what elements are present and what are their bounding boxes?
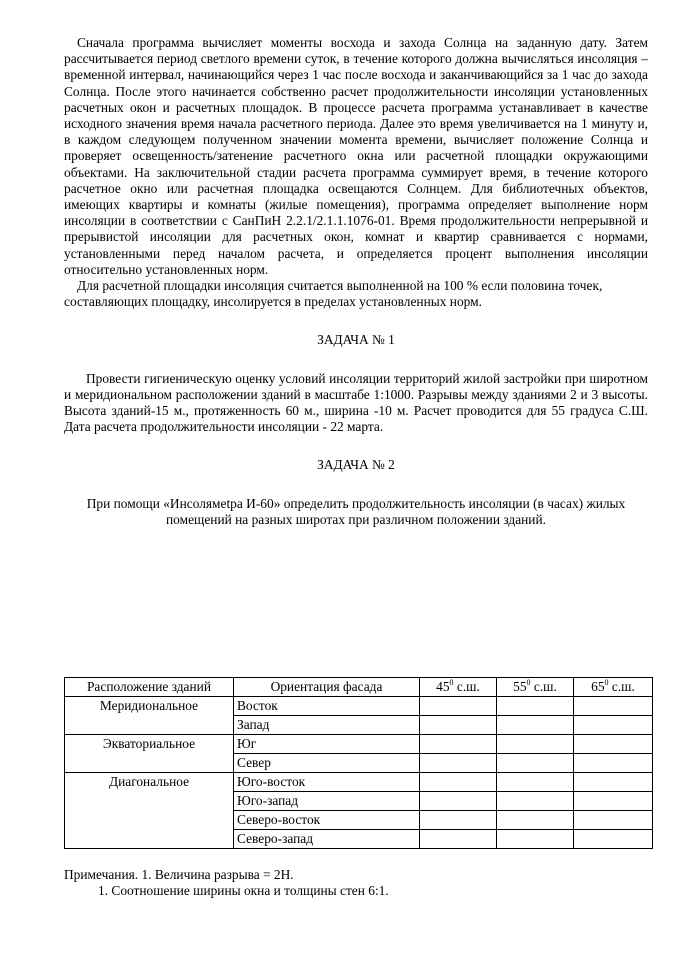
empty-value-cell: [574, 811, 653, 830]
table-header-row: [65, 678, 653, 697]
empty-value-cell: [420, 754, 497, 773]
location-cell: Меридиональное: [65, 697, 234, 735]
facade-cell: Запад: [234, 716, 420, 735]
empty-value-cell: [574, 792, 653, 811]
note-line-1: Примечания. 1. Величина разрыва = 2Н.: [64, 867, 294, 882]
empty-value-cell: [497, 792, 574, 811]
empty-value-cell: [497, 811, 574, 830]
task1-text: Провести гигиеническую оценку условий инсоляции территорий жилой застройки при широтном и меридиональном расположении зданий в масштабе 1:1000. Разрывы между зданиями 2 и 3 высоты. Высота зданий-15 м., протяженность 60 м., ширина -10 м. Расчет проводится для 55 градуса С.Ш. Дата расчета продолжительности инсоляции - 22 марта.: [64, 370, 648, 435]
empty-value-cell: [420, 716, 497, 735]
paragraph-program-description: Сначала программа вычисляет моменты восхода и захода Солнца на заданную дату. Затем рассчитывается период светлого времени суток, в течение которого должна вычисляться инсоляция – временной интервал, начинающийся через 1 час после восхода и заканчивающийся за 1 час до захода Солнца. После этого начинается собственно расчет продолжительности инсоляции установленных расчетных окон и расчетных площадок. В процессе расчета программа устанавливает в качестве исходного значения время начала расчетного периода. Далее это время увеличивается на 1 минуту и, в каждом следующем полученном значении момента времени, вычисляет положение Солнца и проверяет освещенность/затенение расчетного окна или расчетной площадки окружающими объектами. На заключительной стадии расчета программа суммирует время, в течение которого расчетное окно или расчетная площадка освещаются Солнцем. Для библиотечных объектов, имеющих квартиры и комнаты (жилые помещения), программа определяет выполнение норм инсоляции в соответствии с СанПиН 2.2.1/2.1.1.1076-01. Время продолжительности непрерывной и прерывистой инсоляции для расчетных окон, комнат и квартир сравнивается с нормами, установленными перед началом расчета, и определяется процент выполнения инсоляции относительно установленных норм.: [64, 35, 648, 277]
empty-value-cell: [574, 716, 653, 735]
header-facade: Ориентация фасада: [234, 678, 420, 697]
empty-value-cell: [497, 716, 574, 735]
paragraph-site-insolation: Для расчетной площадки инсоляция считается выполненной на 100 % если половина точек, составляющих площадку, инсолируется в пределах установленных норм.: [64, 278, 603, 310]
empty-value-cell: [420, 792, 497, 811]
location-cell: Диагональное: [65, 773, 234, 849]
facade-cell: Юго-запад: [234, 792, 420, 811]
facade-cell: Северо-восток: [234, 811, 420, 830]
empty-value-cell: [574, 735, 653, 754]
header-lat-55: $55^0$ с.ш.: [497, 678, 574, 697]
empty-value-cell: [574, 754, 653, 773]
task2-heading: ЗАДАЧА № 2: [317, 457, 395, 473]
location-cell: Экваториальное: [65, 735, 234, 773]
table-row: [65, 735, 653, 754]
table-row: [65, 773, 653, 792]
facade-cell: Юго-восток: [234, 773, 420, 792]
notes: [64, 867, 648, 899]
insolation-table: [64, 677, 653, 849]
table-row: [65, 697, 653, 716]
empty-value-cell: [574, 697, 653, 716]
task1-heading: ЗАДАЧА № 1: [317, 332, 395, 348]
header-lat-65: $65^0$ с.ш.: [574, 678, 653, 697]
empty-value-cell: [497, 735, 574, 754]
facade-cell: Восток: [234, 697, 420, 716]
task2-text: При помощи «Инсолямetра И-60» определить продолжительность инсоляции (в часах) жилых помещений на разных широтах при различном положении зданий.: [86, 495, 626, 527]
facade-cell: Северо-запад: [234, 830, 420, 849]
empty-value-cell: [497, 754, 574, 773]
empty-value-cell: [497, 697, 574, 716]
empty-value-cell: [574, 830, 653, 849]
note-line-2: 1. Соотношение ширины окна и толщины стен 6:1.: [98, 883, 389, 899]
empty-value-cell: [420, 811, 497, 830]
header-location: Расположение зданий: [65, 678, 234, 697]
empty-value-cell: [497, 773, 574, 792]
empty-value-cell: [574, 773, 653, 792]
empty-value-cell: [420, 735, 497, 754]
empty-value-cell: [420, 697, 497, 716]
empty-value-cell: [420, 773, 497, 792]
empty-value-cell: [420, 830, 497, 849]
facade-cell: Юг: [234, 735, 420, 754]
empty-value-cell: [497, 830, 574, 849]
facade-cell: Север: [234, 754, 420, 773]
document-body: [64, 35, 648, 528]
header-lat-45: $45^0$ с.ш.: [420, 678, 497, 697]
